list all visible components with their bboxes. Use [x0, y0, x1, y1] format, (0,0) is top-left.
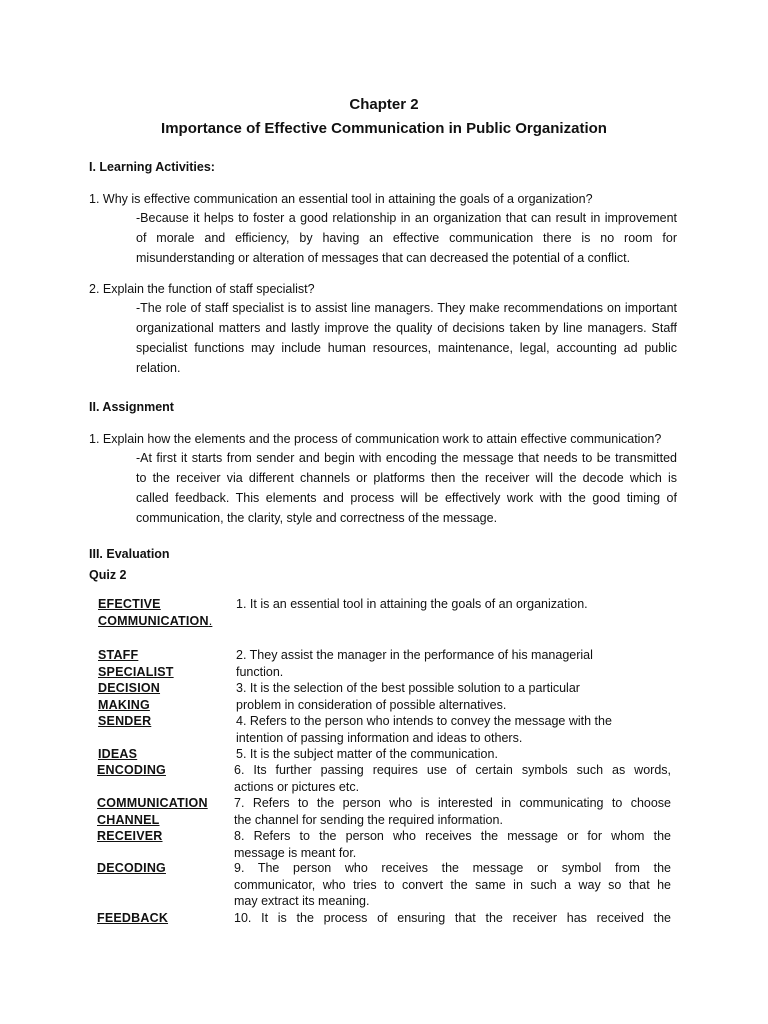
assignment-answer-line: -At first it starts from sender and begin with encoding the message that needs to be transmitted — [136, 451, 677, 465]
quiz-term-4 — [98, 713, 151, 730]
quiz-definition-line: 6. Its further passing requires use of certain symbols such as words, — [234, 763, 671, 777]
answer-2-line: specialist functions may include human resources, maintenance, legal, accounting ad public — [136, 341, 677, 355]
quiz-definition-line: 5. It is the subject matter of the communication. — [236, 747, 498, 761]
quiz-term-line: SPECIALIST — [98, 664, 174, 679]
answer-1-line: -Because it helps to foster a good relationship in an organization that can result in improvement — [136, 211, 677, 225]
assignment-question-1: 1. Explain how the elements and the process of communication work to attain effective communication? — [89, 432, 662, 446]
quiz-definition-line: the channel for sending the required information. — [234, 812, 503, 827]
quiz-term-7 — [97, 795, 208, 828]
quiz-term-line: COMMUNICATION — [98, 613, 209, 628]
quiz-term-9 — [97, 860, 166, 877]
quiz-definition-8 — [234, 828, 671, 861]
quiz-term-line: IDEAS — [98, 747, 138, 761]
quiz-term-line: STAFF — [98, 648, 139, 662]
quiz-term-line: COMMUNICATION — [97, 796, 208, 810]
section-evaluation-heading: III. Evaluation — [89, 547, 170, 561]
quiz-definition-line: 2. They assist the manager in the performance of his managerial — [236, 648, 593, 662]
quiz-term-8 — [97, 828, 163, 845]
answer-1-line: of morale and efficiency, by having an effective communication there is no room for — [136, 231, 677, 245]
quiz-term-line: DECISION — [98, 681, 161, 695]
quiz-definition-line: function. — [236, 664, 284, 679]
quiz-definition-line: 10. It is the process of ensuring that the receiver has received the — [234, 911, 671, 925]
quiz-definition-line: 4. Refers to the person who intends to convey the message with the — [236, 714, 612, 728]
quiz-term-line: CHANNEL — [97, 812, 160, 827]
answer-1 — [136, 208, 677, 268]
quiz-definition-line: may extract its meaning. — [234, 894, 370, 908]
quiz-definition-line: 7. Refers to the person who is interested in communicating to choose — [234, 796, 671, 810]
quiz-term-line: MAKING — [98, 697, 150, 712]
quiz-term-line: FEEDBACK — [97, 911, 169, 925]
document-title: Importance of Effective Communication in Public Organization — [161, 120, 607, 137]
quiz-definition-line: message is meant for. — [234, 845, 357, 860]
quiz-definition-line: communicator, who tries to convert the same in such a way so that he — [234, 877, 671, 892]
quiz-term-line: RECEIVER — [97, 829, 163, 843]
quiz-definition-line: problem in consideration of possible alternatives. — [236, 697, 507, 712]
assignment-answer-line: called feedback. This elements and process will be effectively work with the good timing of — [136, 491, 677, 505]
question-2: 2. Explain the function of staff specialist? — [89, 282, 315, 296]
quiz-definition-4 — [236, 713, 670, 746]
quiz-definition-7 — [234, 795, 671, 828]
quiz-term-5 — [98, 746, 137, 763]
answer-2-line: relation. — [136, 361, 181, 375]
quiz-definition-5 — [236, 746, 670, 763]
quiz-label: Quiz 2 — [89, 568, 127, 582]
quiz-definition-line: actions or pictures etc. — [234, 779, 360, 794]
quiz-definition-line: 3. It is the selection of the best possible solution to a particular — [236, 681, 580, 695]
quiz-term-suffix: . — [208, 613, 213, 628]
quiz-term-line: EFECTIVE — [98, 597, 161, 611]
quiz-definition-9 — [234, 860, 671, 910]
quiz-term-line — [98, 613, 212, 630]
answer-2 — [136, 298, 677, 378]
assignment-answer-line: to the receiver via different channels or platforms then the receiver will the decode which is — [136, 471, 677, 485]
chapter-heading: Chapter 2 — [349, 96, 419, 113]
quiz-definition-1 — [236, 596, 670, 613]
answer-2-line: -The role of staff specialist is to assist line managers. They make recommendations on important — [136, 301, 677, 315]
quiz-definition-line: 1. It is an essential tool in attaining the goals of an organization. — [236, 597, 588, 611]
quiz-definition-line: 8. Refers to the person who receives the message or for whom the — [234, 829, 671, 843]
section-assignment-heading: II. Assignment — [89, 400, 174, 414]
quiz-term-10 — [97, 910, 168, 927]
question-1: 1. Why is effective communication an essential tool in attaining the goals of a organization? — [89, 192, 593, 206]
quiz-definition-6 — [234, 762, 671, 795]
quiz-term-line: DECODING — [97, 861, 166, 875]
quiz-definition-2 — [236, 647, 670, 680]
quiz-term-line: SENDER — [98, 714, 152, 728]
quiz-definition-line: 9. The person who receives the message or symbol from the — [234, 861, 671, 875]
assignment-answer-1 — [136, 448, 677, 528]
quiz-term-3 — [98, 680, 160, 713]
quiz-term-1 — [98, 596, 212, 629]
answer-2-line: organizational matters and lastly improve the quality of decisions taken by line managers. Staff — [136, 321, 677, 335]
quiz-term-2 — [98, 647, 174, 680]
quiz-definition-3 — [236, 680, 670, 713]
answer-1-line: misunderstanding or alteration of messages that can decreased the potential of a conflict. — [136, 251, 631, 265]
quiz-term-6 — [97, 762, 166, 779]
section-learning-activities-heading: I. Learning Activities: — [89, 160, 215, 174]
assignment-answer-line: communication, the clarity, style and correctness of the message. — [136, 511, 498, 525]
quiz-definition-line: intention of passing information and ideas to others. — [236, 730, 523, 745]
quiz-term-line: ENCODING — [97, 763, 166, 777]
quiz-definition-10 — [234, 910, 671, 927]
